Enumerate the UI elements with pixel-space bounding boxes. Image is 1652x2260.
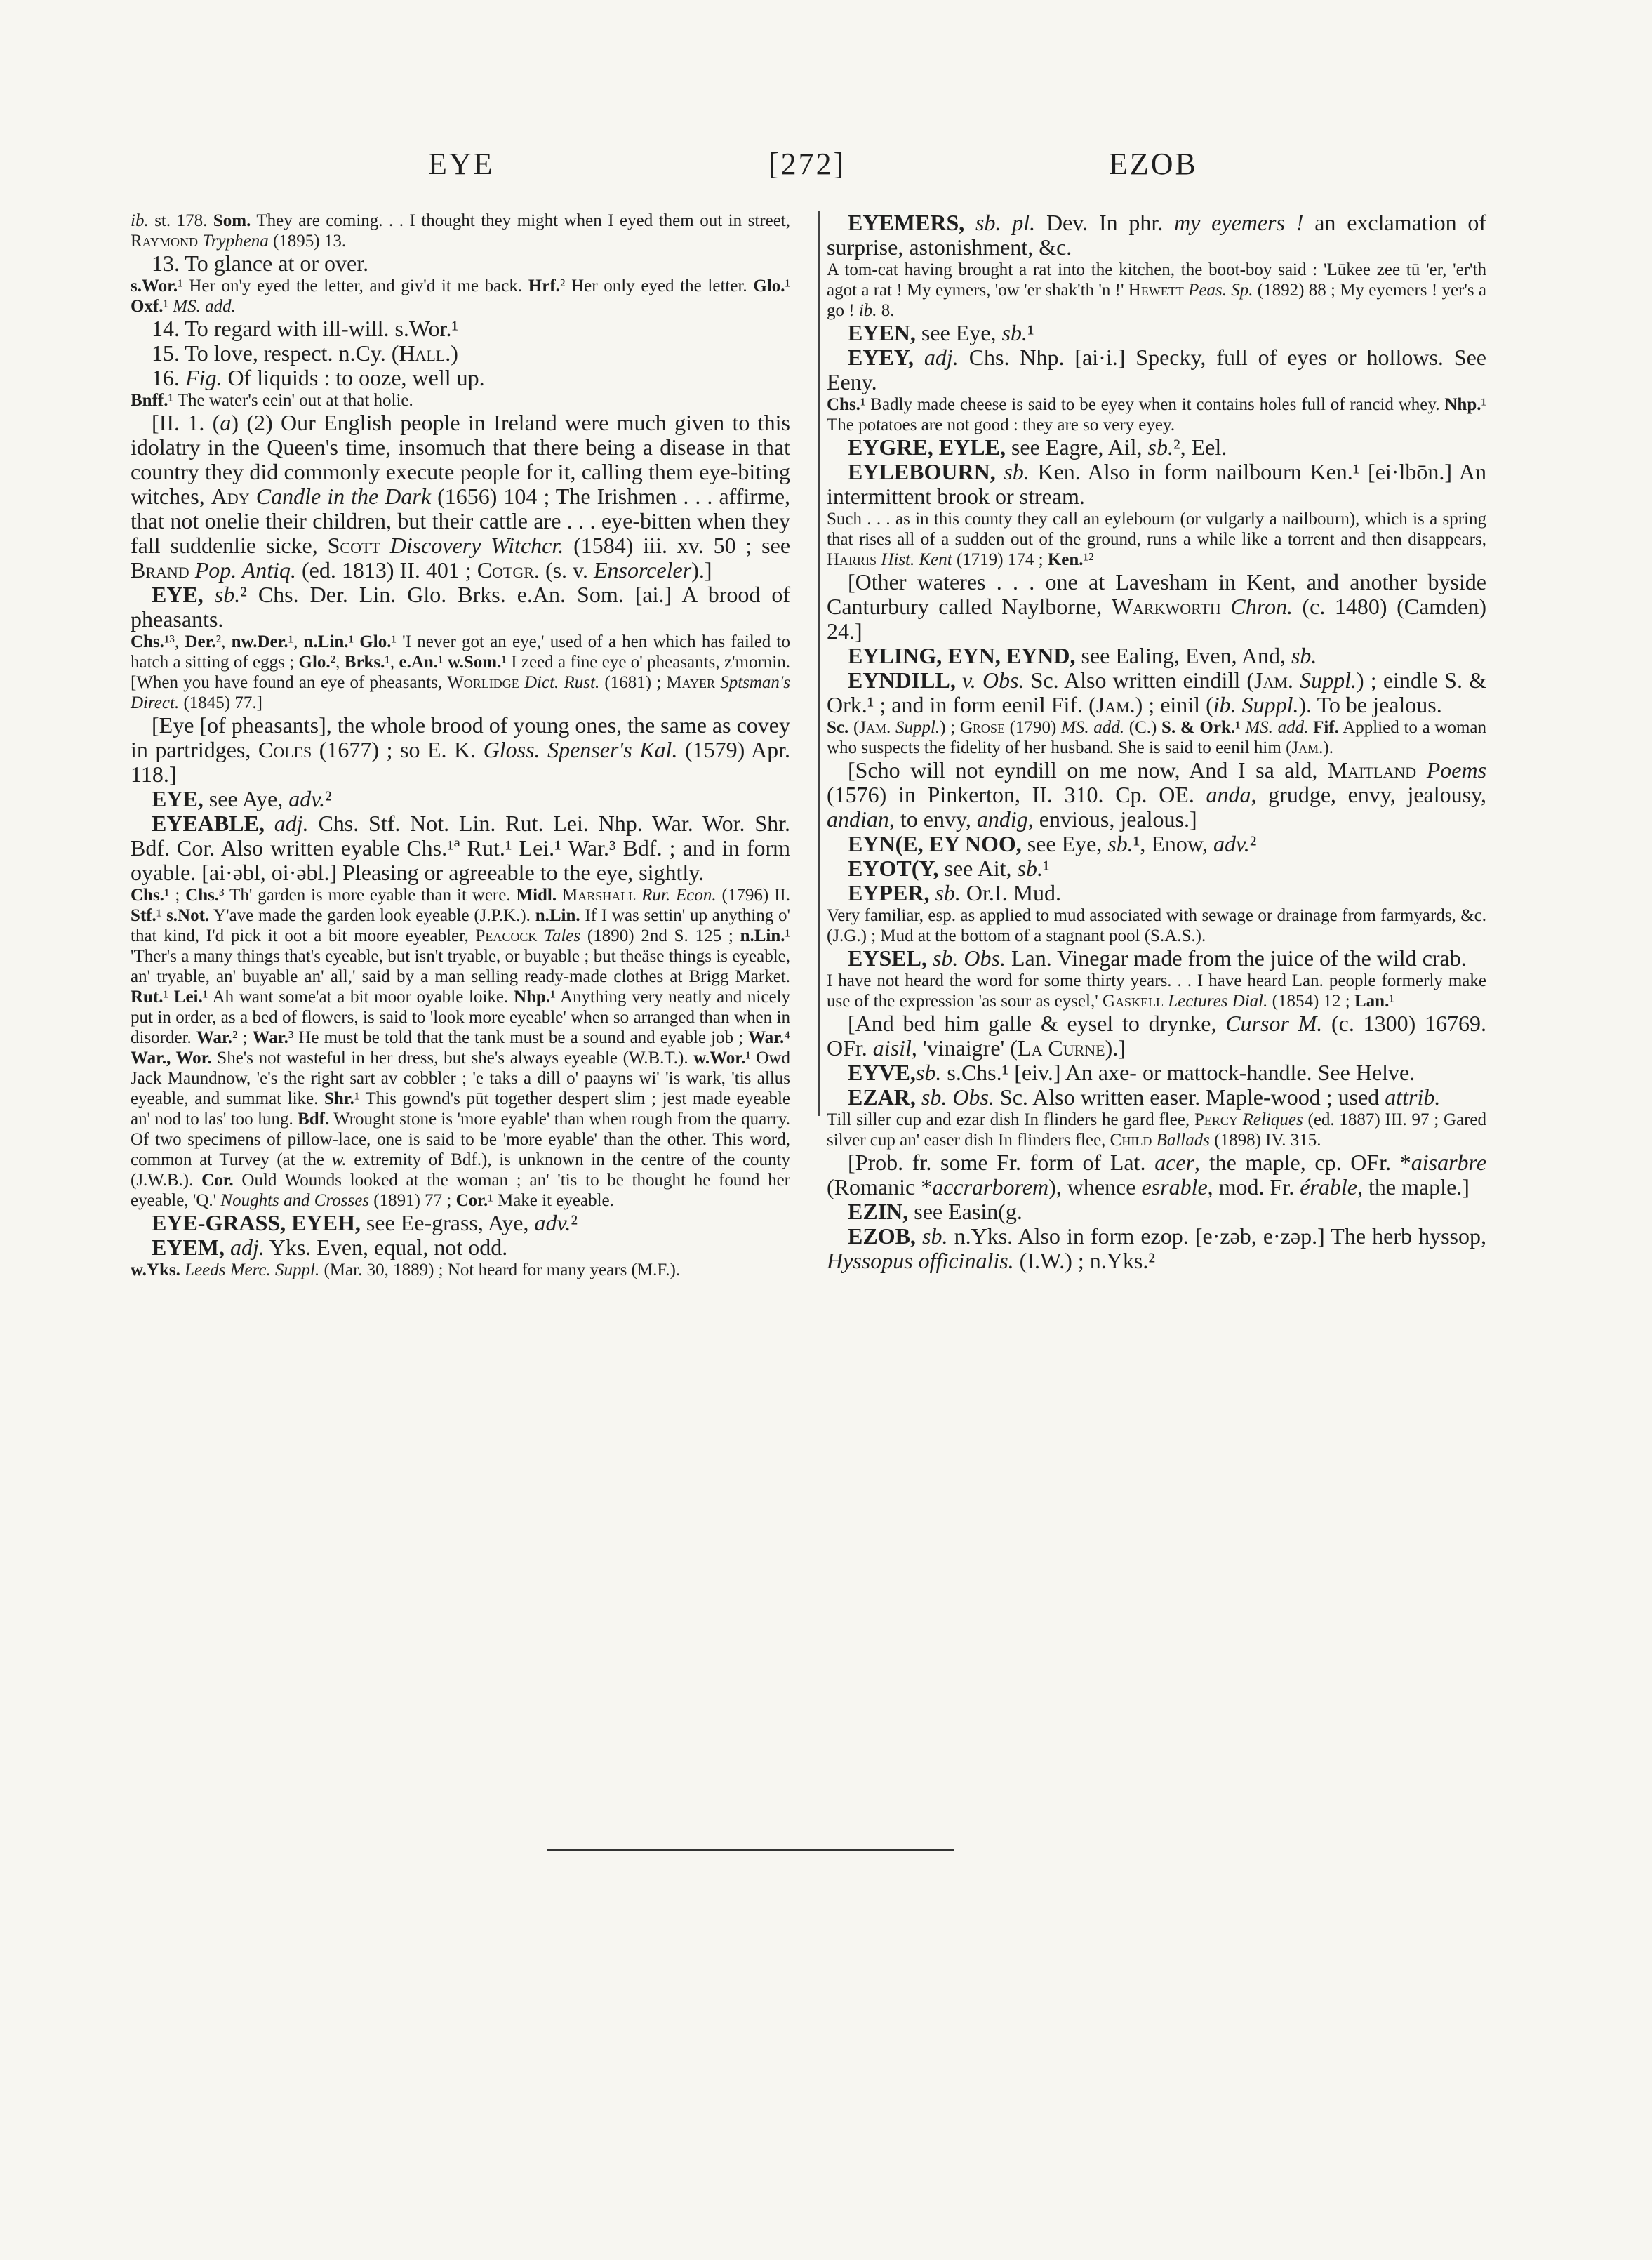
citation-paragraph: s.Wor.¹ Her on'y eyed the letter, and giv'd it me back. Hrf.² Her only eyed the letter. Glo.¹ Oxf.¹ MS. add. [131,277,790,316]
citation-paragraph: Till siller cup and ezar dish In flinders he gard flee, Percy Reliques (ed. 1887) III. 97 ; Gared silver cup an' easer dish In flinders flee, Child Ballads (1898) IV. 315. [827,1110,1487,1150]
citation-paragraph: w.Yks. Leeds Merc. Suppl. (Mar. 30, 1889) ; Not heard for many years (M.F.). [131,1261,681,1279]
entry-paragraph: EZOB, sb. n.Yks. Also in form ezop. [e·zəb, e·zəp.] The herb hyssop, Hyssopus officinalis. (I.W.) ; n.Yks.² [827,1223,1487,1273]
entry-paragraph: EZIN, see Easin(g. [848,1199,1022,1224]
entry-paragraph: 16. Fig. Of liquids : to ooze, well up. [152,365,485,390]
running-header [0,146,1652,188]
header-right-word: EZOB [1109,147,1198,181]
entry-paragraph: EYLEBOURN, sb. Ken. Also in form nailbourn Ken.¹ [ei·lbōn.] An intermittent brook or stream. [827,459,1486,509]
citation-paragraph: I have not heard the word for some thirty years. . . I have heard Lan. people formerly make use of the expression 'as sour as eysel,' Gaskell Lectures Dial. (1854) 12 ; Lan.¹ [827,971,1486,1011]
footer-rule [547,1849,954,1851]
entry-paragraph: EYEMERS, sb. pl. Dev. In phr. my eyemers ! an exclamation of surprise, astonishment, &c. [827,210,1486,260]
citation-paragraph: A tom-cat having brought a rat into the kitchen, the boot-boy said : 'Lūkee zee tū 'er, 'er'th agot a rat ! My eymers, 'ow 'er shak'th 'n !' Hewett Peas. Sp. (1892) 88 ; My eyemers ! yer's a go ! ib. 8. [827,260,1486,320]
citation-paragraph: Bnff.¹ The water's eein' out at that holie. [131,391,413,410]
citation-paragraph: Chs.¹ Badly made cheese is said to be eyey when it contains holes full of rancid whey. Nhp.¹ The potatoes are not good : they are so very eyey. [827,395,1486,434]
entry-paragraph: EYGRE, EYLE, see Eagre, Ail, sb.², Eel. [848,434,1227,460]
entry-paragraph: [Other wateres . . . one at Lavesham in Kent, and another byside Canturbury called Naylborne, Warkworth Chron. (c. 1480) (Camden) 24.] [827,569,1487,644]
entry-paragraph: EYOT(Y, see Ait, sb.¹ [848,856,1050,881]
page-number: [272] [768,147,846,181]
entry-paragraph: [Scho will not eyndill on me now, And I sa ald, Maitland Poems (1576) in Pinkerton, II. 310. Cp. OE. anda, grudge, envy, jealousy, andian, to envy, andig, envious, jealous.] [827,757,1487,832]
entry-paragraph: EYEABLE, adj. Chs. Stf. Not. Lin. Rut. Lei. Nhp. War. Wor. Shr. Bdf. Cor. Also written eyable Chs.¹ª Rut.¹ Lei.¹ War.³ Bdf. ; and in form oyable. [ai·əbl, oi·əbl.] Pleasing or agreeable to the eye, sightly. [131,811,791,885]
right-column [827,211,1486,1273]
entry-paragraph: [And bed him galle & eysel to drynke, Cursor M. (c. 1300) 16769. OFr. aisil, 'vinaigre' (La Curne).] [827,1011,1487,1061]
header-left-word: EYE [428,147,495,181]
column-divider [818,211,820,1116]
entry-paragraph: EYEM, adj. Yks. Even, equal, not odd. [152,1235,508,1260]
entry-paragraph: 15. To love, respect. n.Cy. (Hall.) [152,340,458,366]
entry-paragraph: EYE, sb.² Chs. Der. Lin. Glo. Brks. e.An. Som. [ai.] A brood of pheasants. [131,582,791,632]
citation-paragraph: Chs.¹ ; Chs.³ Th' garden is more eyable than it were. Midl. Marshall Rur. Econ. (1796) II. Stf.¹ s.Not. Y'ave made the garden look eyeable (J.P.K.). n.Lin. If I was settin' up anything o' that kind, I'd pick it oot a bit moore eyeabler, Peacock Tales (1890) 2nd S. 125 ; n.Lin.¹ 'Ther's a many things that's eyeable, but isn't tryable, or buyable ; but theäse things is eyeable, an' tryable, an' buyable an' all,' said by a man selling ready-made clothes at Brigg Market. Rut.¹ Lei.¹ Ah want some'at a bit moor oyable loike. Nhp.¹ Anything very neatly and nicely put in order, as a bed of flowers, is said to 'look more eyeable' when so arranged than when in disorder. War.² ; War.³ He must be told that the tank must be a sound and eyable job ; War.⁴ War., Wor. She's not wasteful in her dress, but she's always eyeable (W.B.T.). w.Wor.¹ Owd Jack Maundnow, 'e's the right sart av cobbler ; 'e taks a dill o' paayns wi' 'is wark, 'tis allus eyeable, and summat like. Shr.¹ This gownd's pūt together despert slim ; jest made eyeable an' nod to las' too lung. Bdf. Wrought stone is 'more eyable' than when rough from the quarry. Of two specimens of pillow-lace, one is said to be 'more eyable' than the other. This word, common at Turvey (at the w. extremity of Bdf.), is unknown in the centre of the county (J.W.B.). Cor. Ould Wounds looked at the woman ; an' 'tis to be thought he found her eyeable, 'Q.' Noughts and Crosses (1891) 77 ; Cor.¹ Make it eyeable. [131,886,791,1210]
entry-paragraph: EYVE,sb. s.Chs.¹ [eiv.] An axe- or mattock-handle. See Helve. [848,1060,1415,1085]
entry-paragraph: EYSEL, sb. Obs. Lan. Vinegar made from the juice of the wild crab. [848,945,1467,971]
entry-paragraph: [Eye [of pheasants], the whole brood of young ones, the same as covey in partridges, Coles (1677) ; so E. K. Gloss. Spenser's Kal. (1579) Apr. 118.] [131,712,791,787]
citation-paragraph: Such . . . as in this county they call an eylebourn (or vulgarly a nailbourn), which is a spring that rises all of a sudden out of the ground, runs a while like a torrent and then disappears, Harris Hist. Kent (1719) 174 ; Ken.¹² [827,510,1486,569]
entry-paragraph: 14. To regard with ill-will. s.Wor.¹ [152,316,459,341]
citation-paragraph: Very familiar, esp. as applied to mud associated with sewage or drainage from farmyards, &c. (J.G.) ; Mud at the bottom of a stagnant pool (S.A.S.). [827,906,1486,945]
entry-paragraph: [II. 1. (a) (2) Our English people in Ireland were much given to this idolatry in the Queen's time, insomuch that there being a disease in that country they did commonly execute people for it, calling them eye-biting witches, Ady Candle in the Dark (1656) 104 ; The Irishmen . . . affirme, that not onelie their children, but their cattle are . . . eye-bitten when they fall suddenlie sicke, Scott Discovery Witchcr. (1584) iii. xv. 50 ; see Brand Pop. Antiq. (ed. 1813) II. 401 ; Cotgr. (s. v. Ensorceler).] [131,410,791,583]
entry-paragraph: EYPER, sb. Or.I. Mud. [848,880,1062,905]
entry-paragraph: EYLING, EYN, EYND, see Ealing, Even, And, sb. [848,643,1317,668]
citation-paragraph: Sc. (Jam. Suppl.) ; Grose (1790) MS. add. (C.) S. & Ork.¹ MS. add. Fif. Applied to a woman who suspects the fidelity of her husband. She is said to eenil him (Jam.). [827,718,1487,757]
entry-paragraph: EZAR, sb. Obs. Sc. Also written easer. Maple-wood ; used attrib. [848,1084,1441,1110]
entry-paragraph: [Prob. fr. some Fr. form of Lat. acer, the maple, cp. OFr. *aisarbre (Romanic *accrarborem), whence esrable, mod. Fr. érable, the maple.] [827,1150,1487,1199]
entry-paragraph: EYEN, see Eye, sb.¹ [848,320,1034,345]
left-column [131,211,790,1280]
entry-paragraph: EYEY, adj. Chs. Nhp. [ai·i.] Specky, full of eyes or hollows. See Eeny. [827,345,1487,394]
entry-paragraph: EYNDILL, v. Obs. Sc. Also written eindill (Jam. Suppl.) ; eindle S. & Ork.¹ ; and in form eenil Fif. (Jam.) ; einil (ib. Suppl.). To be jealous. [827,667,1487,717]
entry-paragraph: 13. To glance at or over. [152,251,369,276]
citation-paragraph: ib. st. 178. Som. They are coming. . . I thought they might when I eyed them out in street, Raymond Tryphena (1895) 13. [131,211,790,251]
entry-paragraph: EYE, see Aye, adv.² [152,786,332,811]
entry-paragraph: EYN(E, EY NOO, see Eye, sb.¹, Enow, adv.² [848,831,1257,856]
citation-paragraph: Chs.¹³, Der.², nw.Der.¹, n.Lin.¹ Glo.¹ 'I never got an eye,' used of a hen which has failed to hatch a sitting of eggs ; Glo.², Brks.¹, e.An.¹ w.Som.¹ I zeed a fine eye o' pheasants, z'mornin. [When you have found an eye of pheasants, Worlidge Dict. Rust. (1681) ; Mayer Sptsman's Direct. (1845) 77.] [131,632,791,712]
entry-paragraph: EYE-GRASS, EYEH, see Ee-grass, Aye, adv.² [152,1210,578,1235]
